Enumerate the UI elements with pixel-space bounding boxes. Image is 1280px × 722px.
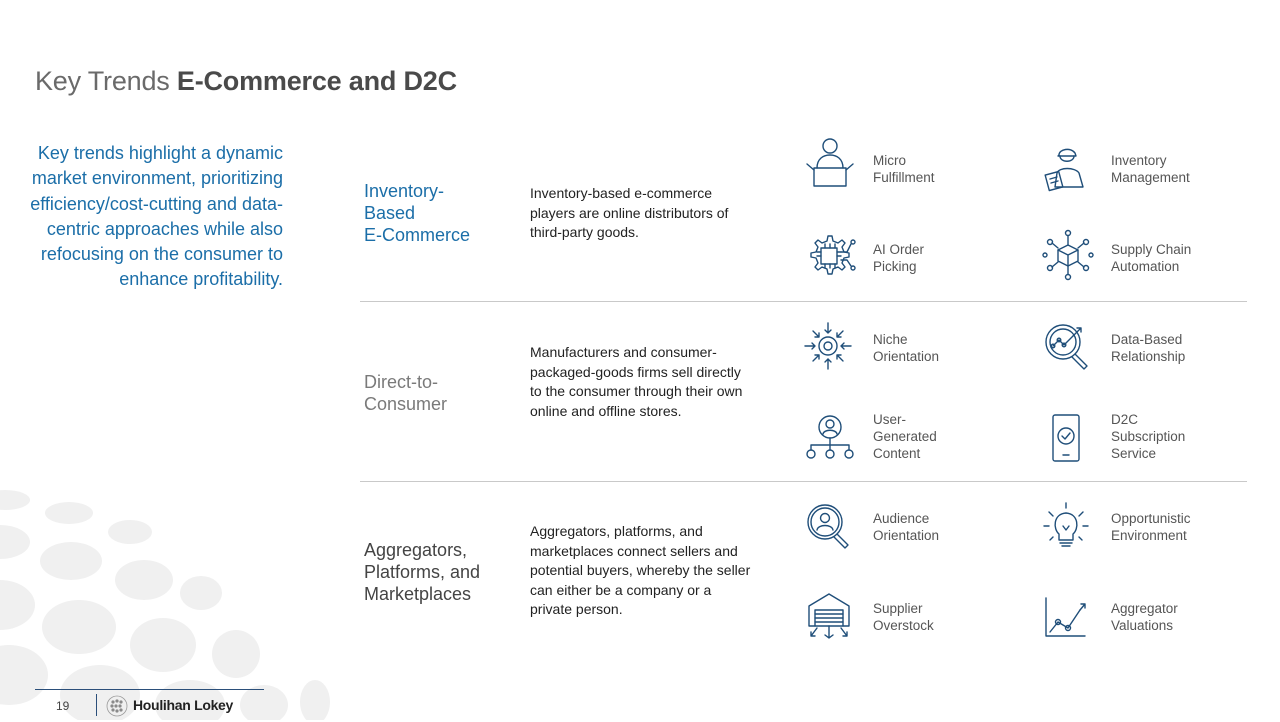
section-title-aggregators: Aggregators, Platforms, and Marketplaces xyxy=(364,540,481,604)
person-box-icon xyxy=(803,134,857,188)
item-label: Inventory Management xyxy=(1111,153,1190,185)
section-description-direct-to-consumer: Manufacturers and consumer-packaged-goods firms sell directly to the consumer through their own online and offline stores. xyxy=(530,344,743,419)
phone-check-icon xyxy=(1041,411,1095,465)
section-description-inventory-based: Inventory-based e-commerce players are online distributors of third-party goods. xyxy=(530,185,729,241)
lightbulb-icon xyxy=(1041,500,1095,554)
line-chart-icon xyxy=(1041,592,1095,646)
section-title-direct-to-consumer: Direct-to- Consumer xyxy=(364,372,448,414)
magnifier-chart-icon xyxy=(1041,320,1095,374)
warehouse-icon xyxy=(803,590,857,644)
item-label: Aggregator Valuations xyxy=(1111,601,1178,633)
item-label: Data-Based Relationship xyxy=(1111,332,1186,364)
brand-name: Houlihan Lokey xyxy=(133,697,234,713)
item-label: User- Generated Content xyxy=(873,412,937,461)
item-label: Niche Orientation xyxy=(873,332,940,364)
houlihan-lokey-logo-icon xyxy=(106,695,128,717)
user-magnifier-icon xyxy=(803,500,857,554)
item-label: Supply Chain Automation xyxy=(1111,242,1192,274)
decorative-dot-pattern xyxy=(0,480,360,720)
item-label: Micro Fulfillment xyxy=(873,153,935,185)
footer-rule xyxy=(35,689,264,690)
target-arrows-icon xyxy=(803,319,857,373)
worker-clipboard-icon xyxy=(1041,143,1095,197)
title-light: Key Trends xyxy=(35,66,170,96)
intro-text: Key trends highlight a dynamic market environment, prioritizing efficiency/cost-cutting and data-centric approaches while also refocusing on the consumer to enhance profitability. xyxy=(30,143,283,290)
section-title-inventory-based: Inventory- Based E-Commerce xyxy=(364,181,471,245)
page-title xyxy=(35,66,457,97)
item-label: Opportunistic Environment xyxy=(1111,511,1191,543)
item-label: D2C Subscription Service xyxy=(1111,412,1186,461)
item-label: Supplier Overstock xyxy=(873,601,934,633)
user-network-icon xyxy=(803,409,857,463)
item-label: AI Order Picking xyxy=(873,242,925,274)
section-divider xyxy=(360,481,1247,482)
ai-chip-gear-icon xyxy=(803,228,857,282)
footer-separator xyxy=(96,694,97,716)
title-bold: E-Commerce and D2C xyxy=(176,66,457,96)
item-label: Audience Orientation xyxy=(873,511,940,543)
cube-network-icon xyxy=(1041,228,1095,282)
section-divider xyxy=(360,301,1247,302)
page-number: 19 xyxy=(56,699,70,713)
section-description-aggregators: Aggregators, platforms, and marketplaces connect sellers and potential buyers, whereby the seller can either be a company or a private person. xyxy=(530,523,751,618)
